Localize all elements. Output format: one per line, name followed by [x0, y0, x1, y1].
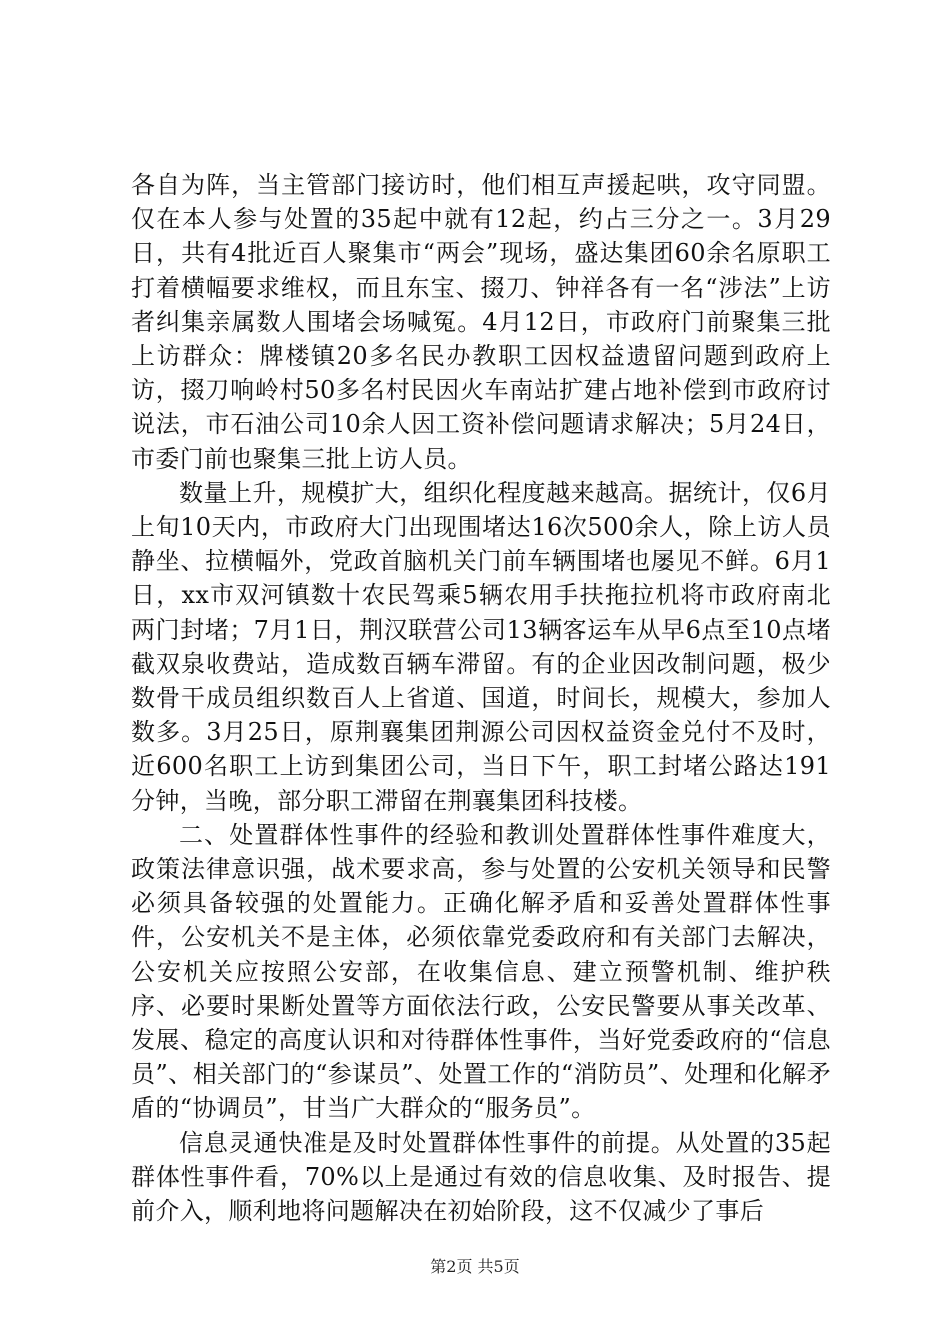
paragraph-2: 数量上升，规模扩大，组织化程度越来越高。据统计，仅6月上旬10天内，市政府大门出现围堵达16次500余人，除上访人员静坐、拉横幅外，党政首脑机关门前车辆围堵也屡见不鲜。6月1日，xx市双河镇数十农民驾乘5辆农用手扶拖拉机将市政府南北两门封堵；7月1日，荆汉联营公司13辆客运车从早6点至10点堵截双泉收费站，造成数百辆车滞留。有的企业因改制问题，极少数骨干成员组织数百人上省道、国道，时间长，规模大，参加人数多。3月25日，原荆襄集团荆源公司因权益资金兑付不及时，近600名职工上访到集团公司，当日下午，职工封堵公路达191分钟，当晚，部分职工滞留在荆襄集团科技楼。: [131, 478, 831, 815]
paragraph-1: 各自为阵，当主管部门接访时，他们相互声援起哄，攻守同盟。仅在本人参与处置的35起中就有12起，约占三分之一。3月29日，共有4批近百人聚集市“两会”现场，盛达集团60余名原职工打着横幅要求维权，而且东宝、掇刀、钟祥各有一名“涉法”上访者纠集亲属数人围堵会场喊冤。4月12日，市政府门前聚集三批上访群众：牌楼镇20多名民办教职工因权益遗留问题到政府上访，掇刀响岭村50多名村民因火车南站扩建占地补偿到市政府讨说法，市石油公司10余人因工资补偿问题请求解决；5月24日，市委门前也聚集三批上访人员。: [131, 171, 831, 473]
paragraph-3: 二、处置群体性事件的经验和教训处置群体性事件难度大，政策法律意识强，战术要求高，参与处置的公安机关领导和民警必须具备较强的处置能力。正确化解矛盾和妥善处置群体性事件，公安机关不是主体，必须依靠党委政府和有关部门去解决，公安机关应按照公安部，在收集信息、建立预警机制、维护秩序、必要时果断处置等方面依法行政，公安民警要从事关改革、发展、稳定的高度认识和对待群体性事件，当好党委政府的“信息员”、相关部门的“参谋员”、处置工作的“消防员”、处理和化解矛盾的“协调员”，甘当广大群众的“服务员”。: [131, 820, 831, 1123]
page-number-footer: 第2页 共5页: [430, 1257, 520, 1276]
paragraph-4: 信息灵通快准是及时处置群体性事件的前提。从处置的35起群体性事件看，70%以上是通过有效的信息收集、及时报告、提前介入，顺利地将问题解决在初始阶段，这不仅减少了事后: [131, 1128, 831, 1226]
document-body: [131, 168, 831, 1228]
